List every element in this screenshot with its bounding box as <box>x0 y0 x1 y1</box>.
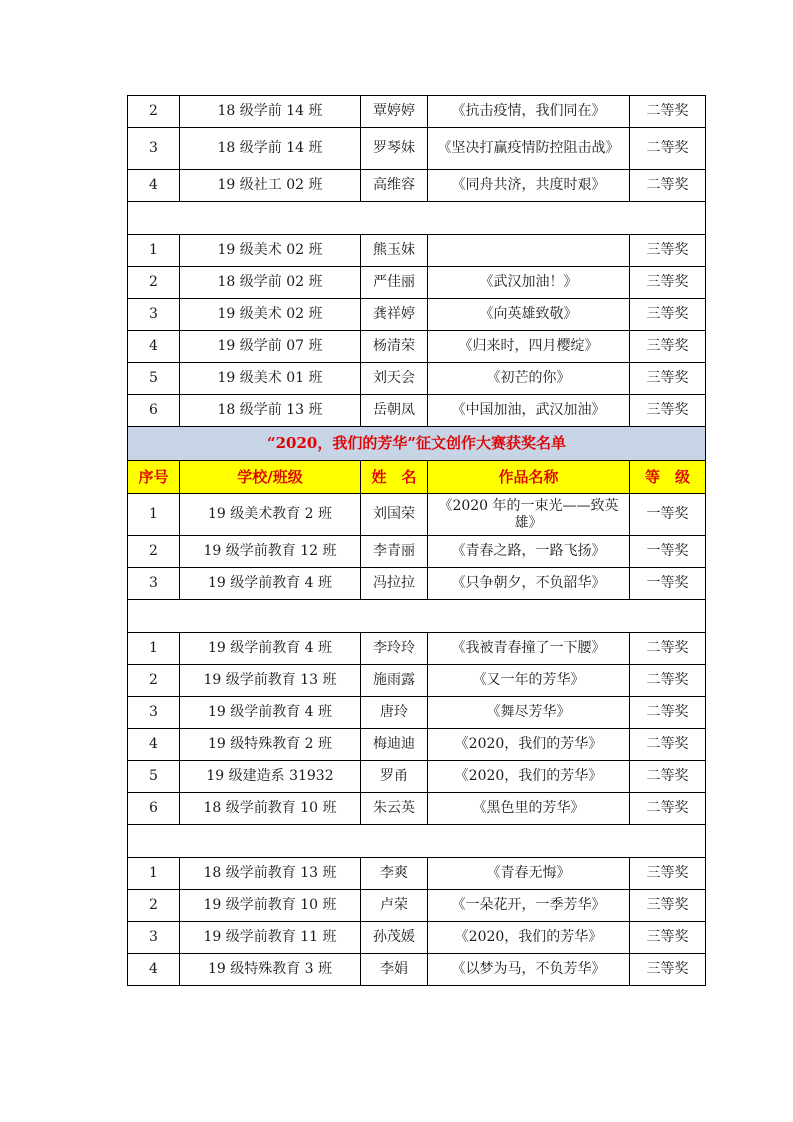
group-separator-row <box>128 825 706 858</box>
class-cell: 19 级学前教育 10 班 <box>180 890 361 922</box>
table-row <box>128 267 706 299</box>
class-cell: 19 级美术 02 班 <box>180 299 361 331</box>
award-list-table <box>127 95 706 986</box>
award-level-cell: 三等奖 <box>630 395 706 427</box>
award-level-cell: 三等奖 <box>630 890 706 922</box>
serial-cell: 4 <box>128 954 180 986</box>
table-header-row <box>128 461 706 494</box>
serial-cell: 4 <box>128 170 180 202</box>
work-title-cell: 《坚决打赢疫情防控阻击战》 <box>428 128 630 170</box>
serial-cell: 3 <box>128 568 180 600</box>
work-title-cell <box>428 235 630 267</box>
name-cell: 刘天会 <box>361 363 428 395</box>
section-title: “2020，我们的芳华”征文创作大赛获奖名单 <box>128 427 706 461</box>
name-cell: 高维容 <box>361 170 428 202</box>
work-title-cell: 《2020，我们的芳华》 <box>428 729 630 761</box>
work-title-cell: 《一朵花开，一季芳华》 <box>428 890 630 922</box>
class-cell: 19 级建造系 31932 <box>180 761 361 793</box>
header-work-title: 作品名称 <box>428 461 630 494</box>
name-cell: 李玲玲 <box>361 633 428 665</box>
name-cell: 朱云英 <box>361 793 428 825</box>
work-title-cell: 《中国加油，武汉加油》 <box>428 395 630 427</box>
header-serial: 序号 <box>128 461 180 494</box>
table-row <box>128 761 706 793</box>
class-cell: 19 级美术教育 2 班 <box>180 494 361 536</box>
work-title-cell: 《只争朝夕，不负韶华》 <box>428 568 630 600</box>
class-cell: 18 级学前 02 班 <box>180 267 361 299</box>
serial-cell: 3 <box>128 922 180 954</box>
class-cell: 18 级学前教育 13 班 <box>180 858 361 890</box>
table-row <box>128 922 706 954</box>
table-row <box>128 633 706 665</box>
class-cell: 18 级学前教育 10 班 <box>180 793 361 825</box>
name-cell: 刘国荣 <box>361 494 428 536</box>
class-cell: 18 级学前 14 班 <box>180 96 361 128</box>
work-title-cell: 《以梦为马，不负芳华》 <box>428 954 630 986</box>
table-row <box>128 729 706 761</box>
table-row <box>128 890 706 922</box>
name-cell: 冯拉拉 <box>361 568 428 600</box>
separator-cell <box>128 825 706 858</box>
separator-cell <box>128 600 706 633</box>
class-cell: 18 级学前 13 班 <box>180 395 361 427</box>
serial-cell: 3 <box>128 697 180 729</box>
name-cell: 熊玉妹 <box>361 235 428 267</box>
class-cell: 19 级特殊教育 3 班 <box>180 954 361 986</box>
table-row <box>128 96 706 128</box>
serial-cell: 5 <box>128 363 180 395</box>
serial-cell: 1 <box>128 858 180 890</box>
serial-cell: 6 <box>128 395 180 427</box>
name-cell: 梅迪迪 <box>361 729 428 761</box>
work-title-cell: 《向英雄致敬》 <box>428 299 630 331</box>
award-level-cell: 一等奖 <box>630 494 706 536</box>
table-row <box>128 494 706 536</box>
header-name: 姓 名 <box>361 461 428 494</box>
serial-cell: 2 <box>128 890 180 922</box>
work-title-cell: 《2020 年的一束光——致英雄》 <box>428 494 630 536</box>
serial-cell: 6 <box>128 793 180 825</box>
class-cell: 19 级社工 02 班 <box>180 170 361 202</box>
work-title-cell: 《初芒的你》 <box>428 363 630 395</box>
work-title-cell: 《归来时，四月樱绽》 <box>428 331 630 363</box>
name-cell: 孙茂媛 <box>361 922 428 954</box>
separator-cell <box>128 202 706 235</box>
class-cell: 19 级学前教育 4 班 <box>180 697 361 729</box>
table-row <box>128 331 706 363</box>
table-row <box>128 697 706 729</box>
table-row <box>128 858 706 890</box>
award-level-cell: 二等奖 <box>630 761 706 793</box>
award-level-cell: 二等奖 <box>630 170 706 202</box>
group-separator-row <box>128 202 706 235</box>
serial-cell: 1 <box>128 633 180 665</box>
award-level-cell: 二等奖 <box>630 633 706 665</box>
table-row <box>128 128 706 170</box>
name-cell: 卢荣 <box>361 890 428 922</box>
name-cell: 严佳丽 <box>361 267 428 299</box>
serial-cell: 4 <box>128 729 180 761</box>
serial-cell: 5 <box>128 761 180 793</box>
work-title-cell: 《舞尽芳华》 <box>428 697 630 729</box>
serial-cell: 3 <box>128 299 180 331</box>
table-row <box>128 793 706 825</box>
work-title-cell: 《2020，我们的芳华》 <box>428 922 630 954</box>
award-level-cell: 二等奖 <box>630 128 706 170</box>
class-cell: 19 级学前教育 12 班 <box>180 536 361 568</box>
work-title-cell: 《抗击疫情，我们同在》 <box>428 96 630 128</box>
award-level-cell: 二等奖 <box>630 697 706 729</box>
award-level-cell: 三等奖 <box>630 267 706 299</box>
class-cell: 19 级学前教育 4 班 <box>180 633 361 665</box>
table-row <box>128 954 706 986</box>
work-title-cell: 《武汉加油！》 <box>428 267 630 299</box>
class-cell: 19 级美术 01 班 <box>180 363 361 395</box>
table-row <box>128 363 706 395</box>
class-cell: 19 级学前 07 班 <box>180 331 361 363</box>
class-cell: 19 级美术 02 班 <box>180 235 361 267</box>
header-class: 学校/班级 <box>180 461 361 494</box>
award-level-cell: 一等奖 <box>630 568 706 600</box>
serial-cell: 1 <box>128 235 180 267</box>
name-cell: 李爽 <box>361 858 428 890</box>
serial-cell: 2 <box>128 96 180 128</box>
name-cell: 罗琴妹 <box>361 128 428 170</box>
work-title-cell: 《青春无悔》 <box>428 858 630 890</box>
name-cell: 覃婷婷 <box>361 96 428 128</box>
name-cell: 施雨露 <box>361 665 428 697</box>
table-row <box>128 170 706 202</box>
name-cell: 李青丽 <box>361 536 428 568</box>
name-cell: 龚祥婷 <box>361 299 428 331</box>
award-level-cell: 二等奖 <box>630 793 706 825</box>
award-level-cell: 二等奖 <box>630 96 706 128</box>
name-cell: 李娟 <box>361 954 428 986</box>
table-row <box>128 299 706 331</box>
name-cell: 唐玲 <box>361 697 428 729</box>
table-row <box>128 568 706 600</box>
name-cell: 杨清荣 <box>361 331 428 363</box>
work-title-cell: 《黑色里的芳华》 <box>428 793 630 825</box>
serial-cell: 1 <box>128 494 180 536</box>
serial-cell: 2 <box>128 267 180 299</box>
award-level-cell: 三等奖 <box>630 922 706 954</box>
serial-cell: 2 <box>128 665 180 697</box>
class-cell: 19 级学前教育 4 班 <box>180 568 361 600</box>
work-title-cell: 《我被青春撞了一下腰》 <box>428 633 630 665</box>
work-title-cell: 《同舟共济，共度时艰》 <box>428 170 630 202</box>
award-level-cell: 二等奖 <box>630 729 706 761</box>
group-separator-row <box>128 600 706 633</box>
serial-cell: 3 <box>128 128 180 170</box>
table-row <box>128 235 706 267</box>
award-level-cell: 三等奖 <box>630 331 706 363</box>
award-level-cell: 二等奖 <box>630 665 706 697</box>
award-level-cell: 三等奖 <box>630 299 706 331</box>
name-cell: 岳朝凤 <box>361 395 428 427</box>
class-cell: 19 级学前教育 11 班 <box>180 922 361 954</box>
work-title-cell: 《又一年的芳华》 <box>428 665 630 697</box>
serial-cell: 2 <box>128 536 180 568</box>
table-row <box>128 395 706 427</box>
award-level-cell: 一等奖 <box>630 536 706 568</box>
award-level-cell: 三等奖 <box>630 858 706 890</box>
class-cell: 18 级学前 14 班 <box>180 128 361 170</box>
class-cell: 19 级特殊教育 2 班 <box>180 729 361 761</box>
work-title-cell: 《青春之路，一路飞扬》 <box>428 536 630 568</box>
class-cell: 19 级学前教育 13 班 <box>180 665 361 697</box>
table-row <box>128 665 706 697</box>
table-row <box>128 536 706 568</box>
award-level-cell: 三等奖 <box>630 235 706 267</box>
section-title-row <box>128 427 706 461</box>
serial-cell: 4 <box>128 331 180 363</box>
award-level-cell: 三等奖 <box>630 363 706 395</box>
name-cell: 罗甬 <box>361 761 428 793</box>
award-level-cell: 三等奖 <box>630 954 706 986</box>
work-title-cell: 《2020，我们的芳华》 <box>428 761 630 793</box>
header-award-level: 等 级 <box>630 461 706 494</box>
